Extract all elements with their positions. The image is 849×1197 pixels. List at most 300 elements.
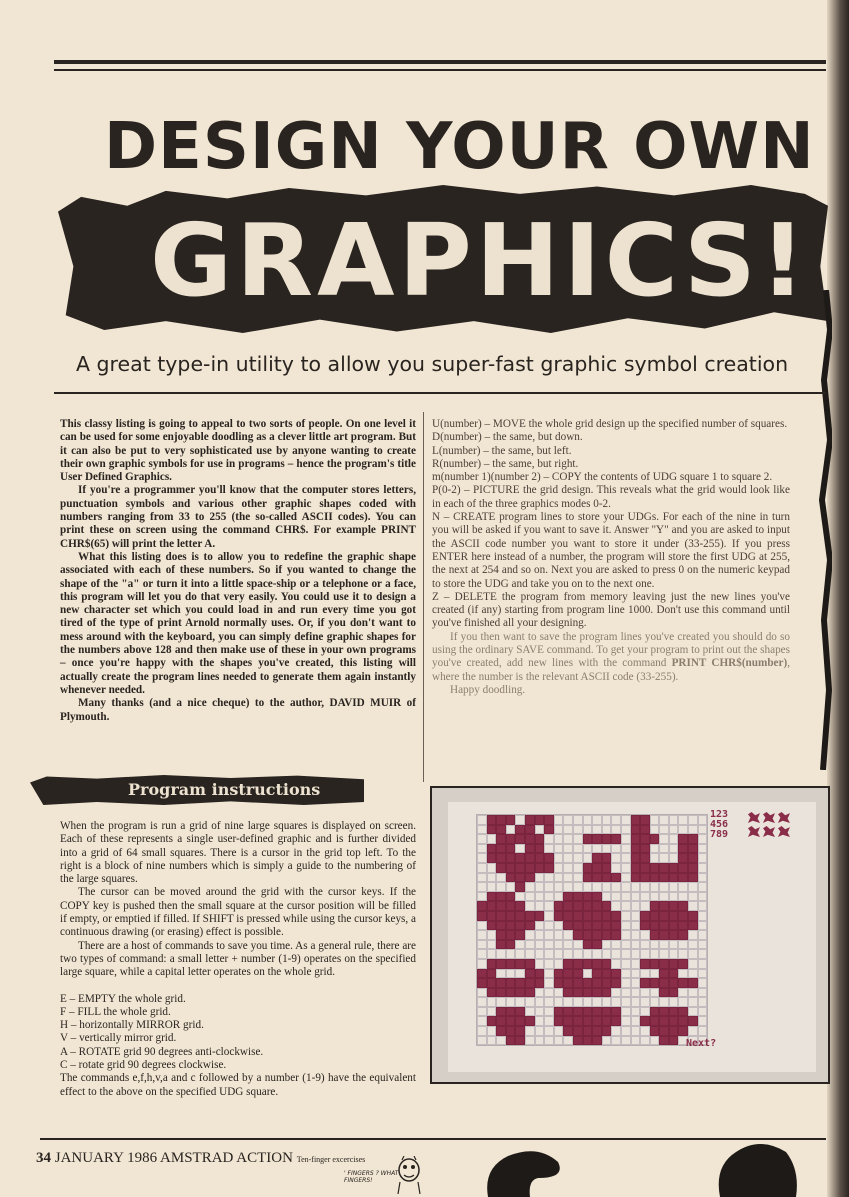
grid-cell xyxy=(640,930,650,940)
grid-cell xyxy=(621,1026,631,1036)
grid-cell xyxy=(640,921,650,931)
grid-cell xyxy=(640,892,650,902)
grid-cell xyxy=(515,863,525,873)
grid-cell xyxy=(678,969,688,979)
grid-cell xyxy=(535,815,545,825)
grid-cell xyxy=(659,834,669,844)
grid-cell xyxy=(515,978,525,988)
grid-cell xyxy=(477,921,487,931)
grid-cell xyxy=(621,997,631,1007)
instruction-paragraph: When the program is run a grid of nine large squares is displayed on screen. Each of these represents a single user-defined graphic and is further divided into a grid of 64 small squares. There is a cursor in the grid top left. To the right is a block of nine numbers which is simply a guide to the numbering of the large squares. xyxy=(60,820,416,886)
grid-cell xyxy=(669,988,679,998)
grid-cell xyxy=(698,825,708,835)
grid-cell xyxy=(640,815,650,825)
guide-row: 456 xyxy=(710,819,729,830)
grid-cell xyxy=(554,949,564,959)
grid-cell xyxy=(640,882,650,892)
grid-cell xyxy=(573,969,583,979)
grid-cell xyxy=(678,930,688,940)
command-line: m(number 1)(number 2) – COPY the contents of UDG square 1 to square 2. xyxy=(432,471,773,484)
grid-cell xyxy=(678,892,688,902)
grid-cell xyxy=(563,863,573,873)
grid-cell xyxy=(506,853,516,863)
grid-cell xyxy=(515,930,525,940)
grid-cell xyxy=(592,825,602,835)
grid-cell xyxy=(573,844,583,854)
grid-cell xyxy=(640,834,650,844)
grid-cell xyxy=(583,892,593,902)
grid-cell xyxy=(554,892,564,902)
grid-cell xyxy=(573,930,583,940)
grid-cell xyxy=(563,978,573,988)
grid-cell xyxy=(535,1007,545,1017)
grid-cell xyxy=(525,882,535,892)
top-rule-thin xyxy=(54,69,826,71)
grid-cell xyxy=(631,921,641,931)
grid-cell xyxy=(487,1036,497,1046)
screenshot-display xyxy=(448,802,816,1072)
grid-cell xyxy=(496,911,506,921)
grid-cell xyxy=(583,949,593,959)
grid-cell xyxy=(669,978,679,988)
grid-cell xyxy=(563,825,573,835)
grid-cell xyxy=(487,1026,497,1036)
grid-cell xyxy=(477,988,487,998)
grid-cell xyxy=(592,969,602,979)
instruction-command: A – ROTATE grid 90 degrees anti-clockwise. xyxy=(60,1045,264,1058)
grid-cell xyxy=(640,825,650,835)
grid-cell xyxy=(544,873,554,883)
grid-cell xyxy=(611,959,621,969)
grid-cell xyxy=(573,1026,583,1036)
grid-cell xyxy=(688,901,698,911)
grid-cell xyxy=(487,825,497,835)
grid-cell xyxy=(477,1016,487,1026)
grid-cell xyxy=(506,930,516,940)
grid-cell xyxy=(631,825,641,835)
grid-cell xyxy=(602,1007,612,1017)
grid-cell xyxy=(659,940,669,950)
grid-cell xyxy=(602,997,612,1007)
grid-cell xyxy=(487,863,497,873)
grid-cell xyxy=(563,959,573,969)
intro-paragraph: What this listing does is to allow you to redefine the graphic shape associated with each of these numbers. So if you wanted to change the shape of the "a" or turn it into a little space-ship or a telephone or a face, this program will let you do that very easily. You could use it to design a new character set which you could load in and run every time you got tired of the type of print Arnold normally uses. Or, if you don't want to mess around with the keyboard, you can simply define graphic shapes for the numbers above 128 and then make use of these in your own programs – once you're happy with the shapes you've created, this listing will actually create the program lines needed to generate them again instantly whenever needed. xyxy=(60,550,416,696)
grid-cell xyxy=(506,873,516,883)
grid-cell xyxy=(650,1036,660,1046)
grid-cell xyxy=(611,921,621,931)
grid-cell xyxy=(525,911,535,921)
grid-cell xyxy=(487,844,497,854)
grid-cell xyxy=(592,853,602,863)
grid-cell xyxy=(583,1007,593,1017)
grid-cell xyxy=(487,901,497,911)
grid-cell xyxy=(525,844,535,854)
grid-cell xyxy=(621,834,631,844)
grid-cell xyxy=(621,959,631,969)
grid-cell xyxy=(496,892,506,902)
grid-cell xyxy=(688,882,698,892)
grid-cell xyxy=(554,815,564,825)
grid-cell xyxy=(659,844,669,854)
grid-cell xyxy=(477,834,487,844)
grid-cell xyxy=(573,901,583,911)
grid-cell xyxy=(611,1026,621,1036)
grid-cell xyxy=(669,911,679,921)
grid-cell xyxy=(563,901,573,911)
grid-cell xyxy=(583,1026,593,1036)
grid-cell xyxy=(515,921,525,931)
grid-cell xyxy=(535,940,545,950)
column-divider xyxy=(423,412,424,782)
grid-cell xyxy=(535,959,545,969)
grid-cell xyxy=(544,834,554,844)
grid-cell xyxy=(621,930,631,940)
grid-cell xyxy=(621,1007,631,1017)
grid-cell xyxy=(563,940,573,950)
grid-cell xyxy=(659,978,669,988)
grid-cell xyxy=(525,1036,535,1046)
grid-cell xyxy=(477,901,487,911)
grid-cell xyxy=(678,1007,688,1017)
grid-cell xyxy=(592,901,602,911)
command-line: P(0-2) – PICTURE the grid design. This reveals what the grid would look like in each of the three graphics modes 0-2. xyxy=(432,484,790,510)
grid-cell xyxy=(611,911,621,921)
grid-cell xyxy=(554,1007,564,1017)
grid-cell xyxy=(487,911,497,921)
grid-cell xyxy=(515,901,525,911)
grid-cell xyxy=(583,911,593,921)
grid-cell xyxy=(621,815,631,825)
command-line: N – CREATE program lines to store your UDGs. For each of the nine in turn you will be asked if you want to save it. Answer "Y" and you are asked to input the ASCII code number you want to store it under (33-255). If you press ENTER here instead of a number, the program will store the first UDG at 255, the next at 254 and so on. Next you are asked to press 0 on the numeric keypad to store the UDG and take you on to the next one. xyxy=(432,511,790,590)
grid-cell xyxy=(496,988,506,998)
grid-cell xyxy=(544,1036,554,1046)
grid-cell xyxy=(535,853,545,863)
grid-cell xyxy=(477,863,487,873)
grid-cell xyxy=(554,1036,564,1046)
grid-cell xyxy=(515,873,525,883)
grid-cell xyxy=(611,853,621,863)
grid-cell xyxy=(650,997,660,1007)
grid-cell xyxy=(659,825,669,835)
grid-cell xyxy=(573,1007,583,1017)
grid-cell xyxy=(678,978,688,988)
grid-cell xyxy=(554,978,564,988)
grid-cell xyxy=(621,1036,631,1046)
grid-cell xyxy=(563,882,573,892)
grid-cell xyxy=(487,815,497,825)
grid-cell xyxy=(669,930,679,940)
grid-cell xyxy=(688,834,698,844)
grid-cell xyxy=(631,815,641,825)
grid-cell xyxy=(525,997,535,1007)
grid-cell xyxy=(592,844,602,854)
grid-cell xyxy=(535,892,545,902)
grid-cell xyxy=(602,988,612,998)
grid-cell xyxy=(621,940,631,950)
grid-cell xyxy=(477,892,487,902)
grid-cell xyxy=(583,959,593,969)
grid-cell xyxy=(573,949,583,959)
grid-cell xyxy=(583,825,593,835)
grid-cell xyxy=(487,1016,497,1026)
grid-cell xyxy=(621,978,631,988)
grid-cell xyxy=(631,969,641,979)
grid-cell xyxy=(554,911,564,921)
grid-cell xyxy=(535,978,545,988)
grid-cell xyxy=(640,940,650,950)
grid-cell xyxy=(592,873,602,883)
grid-cell xyxy=(487,834,497,844)
grid-cell xyxy=(631,978,641,988)
grid-cell xyxy=(496,901,506,911)
grid-cell xyxy=(688,978,698,988)
grid-cell xyxy=(659,892,669,902)
grid-cell xyxy=(554,853,564,863)
grid-cell xyxy=(669,892,679,902)
grid-cell xyxy=(487,988,497,998)
grid-cell xyxy=(544,921,554,931)
grid-cell xyxy=(563,997,573,1007)
grid-cell xyxy=(506,1026,516,1036)
grid-cell xyxy=(669,901,679,911)
title-line-1: DESIGN YOUR OWN xyxy=(104,110,815,184)
grid-cell xyxy=(611,1007,621,1017)
grid-cell xyxy=(477,853,487,863)
grid-cell xyxy=(611,901,621,911)
grid-cell xyxy=(477,959,487,969)
grid-cell xyxy=(592,892,602,902)
grid-cell xyxy=(640,988,650,998)
grid-cell xyxy=(544,959,554,969)
subtitle: A great type-in utility to allow you super-fast graphic symbol creation xyxy=(76,352,789,376)
grid-cell xyxy=(678,949,688,959)
sign-off: Happy doodling. xyxy=(450,683,526,696)
grid-cell xyxy=(525,1007,535,1017)
grid-cell xyxy=(659,997,669,1007)
grid-cell xyxy=(496,921,506,931)
grid-cell xyxy=(669,1007,679,1017)
grid-cell xyxy=(611,1016,621,1026)
grid-cell xyxy=(496,1026,506,1036)
grid-cell xyxy=(544,882,554,892)
intro-paragraph: If you're a programmer you'll know that the computer stores letters, punctuation symbols and various other graphic shapes coded with numbers ranging from 33 to 255 (the so-called ASCII codes). You can print these on screen using the command CHR$. For example PRINT CHR$(65) will print the letter A. xyxy=(60,484,416,550)
grid-cell xyxy=(592,911,602,921)
grid-cell xyxy=(678,815,688,825)
grid-cell xyxy=(659,853,669,863)
grid-cell xyxy=(631,873,641,883)
grid-cell xyxy=(535,844,545,854)
grid-cell xyxy=(525,873,535,883)
grid-cell xyxy=(688,825,698,835)
grid-cell xyxy=(515,853,525,863)
program-screenshot xyxy=(430,786,830,1084)
grid-cell xyxy=(688,815,698,825)
grid-cell xyxy=(650,882,660,892)
grid-cell xyxy=(544,825,554,835)
grid-cell xyxy=(506,834,516,844)
grid-cell xyxy=(554,844,564,854)
grid-cell xyxy=(611,882,621,892)
grid-cell xyxy=(698,988,708,998)
grid-cell xyxy=(487,969,497,979)
grid-cell xyxy=(640,997,650,1007)
grid-cell xyxy=(544,1016,554,1026)
grid-cell xyxy=(621,873,631,883)
grid-cell xyxy=(525,988,535,998)
grid-cell xyxy=(611,969,621,979)
grid-cell xyxy=(525,825,535,835)
grid-cell xyxy=(544,969,554,979)
grid-cell xyxy=(496,940,506,950)
grid-cell xyxy=(621,911,631,921)
grid-cell xyxy=(583,921,593,931)
grid-cell xyxy=(487,882,497,892)
grid-cell xyxy=(477,940,487,950)
grid-cell xyxy=(669,949,679,959)
grid-cell xyxy=(611,1036,621,1046)
command-line: D(number) – the same, but down. xyxy=(432,431,583,444)
grid-cell xyxy=(611,873,621,883)
grid-cell xyxy=(602,940,612,950)
margin-scribble xyxy=(806,290,832,770)
grid-cell xyxy=(573,873,583,883)
grid-cell xyxy=(592,882,602,892)
grid-cell xyxy=(698,1007,708,1017)
grid-cell xyxy=(678,911,688,921)
grid-cell xyxy=(535,949,545,959)
grid-cell xyxy=(544,1026,554,1036)
grid-cell xyxy=(611,892,621,902)
grid-cell xyxy=(688,997,698,1007)
grid-cell xyxy=(688,911,698,921)
grid-cell xyxy=(621,988,631,998)
grid-cell xyxy=(583,901,593,911)
grid-cell xyxy=(669,882,679,892)
grid-cell xyxy=(554,834,564,844)
grid-cell xyxy=(602,930,612,940)
grid-cell xyxy=(563,853,573,863)
grid-cell xyxy=(669,997,679,1007)
grid-cell xyxy=(669,863,679,873)
grid-cell xyxy=(698,940,708,950)
issue-line: JANUARY 1986 AMSTRAD ACTION xyxy=(54,1150,293,1166)
grid-cell xyxy=(611,940,621,950)
grid-cell xyxy=(650,959,660,969)
grid-cell xyxy=(496,978,506,988)
grid-cell xyxy=(496,815,506,825)
grid-cell xyxy=(583,997,593,1007)
grid-cell xyxy=(544,988,554,998)
grid-cell xyxy=(688,940,698,950)
grid-cell xyxy=(698,844,708,854)
grid-cell xyxy=(698,901,708,911)
intro-column xyxy=(60,418,416,724)
grid-cell xyxy=(563,969,573,979)
grid-cell xyxy=(515,834,525,844)
grid-cell xyxy=(592,978,602,988)
grid-cell xyxy=(515,1026,525,1036)
grid-cell xyxy=(535,901,545,911)
grid-cell xyxy=(583,853,593,863)
grid-cell xyxy=(631,959,641,969)
grid-cell xyxy=(477,969,487,979)
grid-cell xyxy=(506,969,516,979)
grid-cell xyxy=(698,921,708,931)
grid-cell xyxy=(602,1026,612,1036)
grid-cell xyxy=(554,825,564,835)
grid-cell xyxy=(573,815,583,825)
grid-cell xyxy=(631,949,641,959)
grid-cell xyxy=(650,921,660,931)
grid-cell xyxy=(525,853,535,863)
grid-cell xyxy=(631,863,641,873)
grid-cell xyxy=(678,863,688,873)
grid-cell xyxy=(525,901,535,911)
grid-cell xyxy=(621,901,631,911)
instruction-command: E – EMPTY the whole grid. xyxy=(60,992,186,1005)
grid-cell xyxy=(602,873,612,883)
grid-cell xyxy=(506,1016,516,1026)
grid-cell xyxy=(487,1007,497,1017)
grid-cell xyxy=(573,978,583,988)
grid-cell xyxy=(650,1007,660,1017)
grid-cell xyxy=(669,921,679,931)
grid-cell xyxy=(698,892,708,902)
grid-cell xyxy=(563,834,573,844)
grid-cell xyxy=(640,901,650,911)
top-rule xyxy=(54,60,826,64)
grid-cell xyxy=(592,834,602,844)
grid-cell xyxy=(544,997,554,1007)
grid-cell xyxy=(688,1007,698,1017)
grid-cell xyxy=(592,815,602,825)
grid-cell xyxy=(525,1026,535,1036)
grid-cell xyxy=(506,978,516,988)
grid-cell xyxy=(535,930,545,940)
grid-cell xyxy=(602,911,612,921)
grid-cell xyxy=(554,901,564,911)
grid-cell xyxy=(640,1016,650,1026)
grid-cell xyxy=(698,834,708,844)
grid-cell xyxy=(650,834,660,844)
grid-cell xyxy=(611,863,621,873)
grid-cell xyxy=(650,940,660,950)
grid-cell xyxy=(631,1036,641,1046)
grid-cell xyxy=(592,1036,602,1046)
section-heading: Program instructions xyxy=(128,780,321,799)
grid-cell xyxy=(496,969,506,979)
grid-cell xyxy=(688,949,698,959)
grid-cell xyxy=(563,949,573,959)
grid-cell xyxy=(496,844,506,854)
grid-cell xyxy=(698,930,708,940)
grid-cell xyxy=(678,882,688,892)
grid-cell xyxy=(544,949,554,959)
page-number: 34 xyxy=(36,1150,51,1166)
grid-cell xyxy=(525,949,535,959)
grid-cell xyxy=(496,825,506,835)
grid-cell xyxy=(506,997,516,1007)
grid-cell xyxy=(650,911,660,921)
grid-cell xyxy=(506,959,516,969)
grid-cell xyxy=(669,959,679,969)
grid-cell xyxy=(535,1026,545,1036)
instruction-command: V – vertically mirror grid. xyxy=(60,1032,177,1045)
grid-cell xyxy=(698,882,708,892)
grid-cell xyxy=(611,930,621,940)
grid-cell xyxy=(631,892,641,902)
instruction-command: H – horizontally MIRROR grid. xyxy=(60,1019,204,1032)
